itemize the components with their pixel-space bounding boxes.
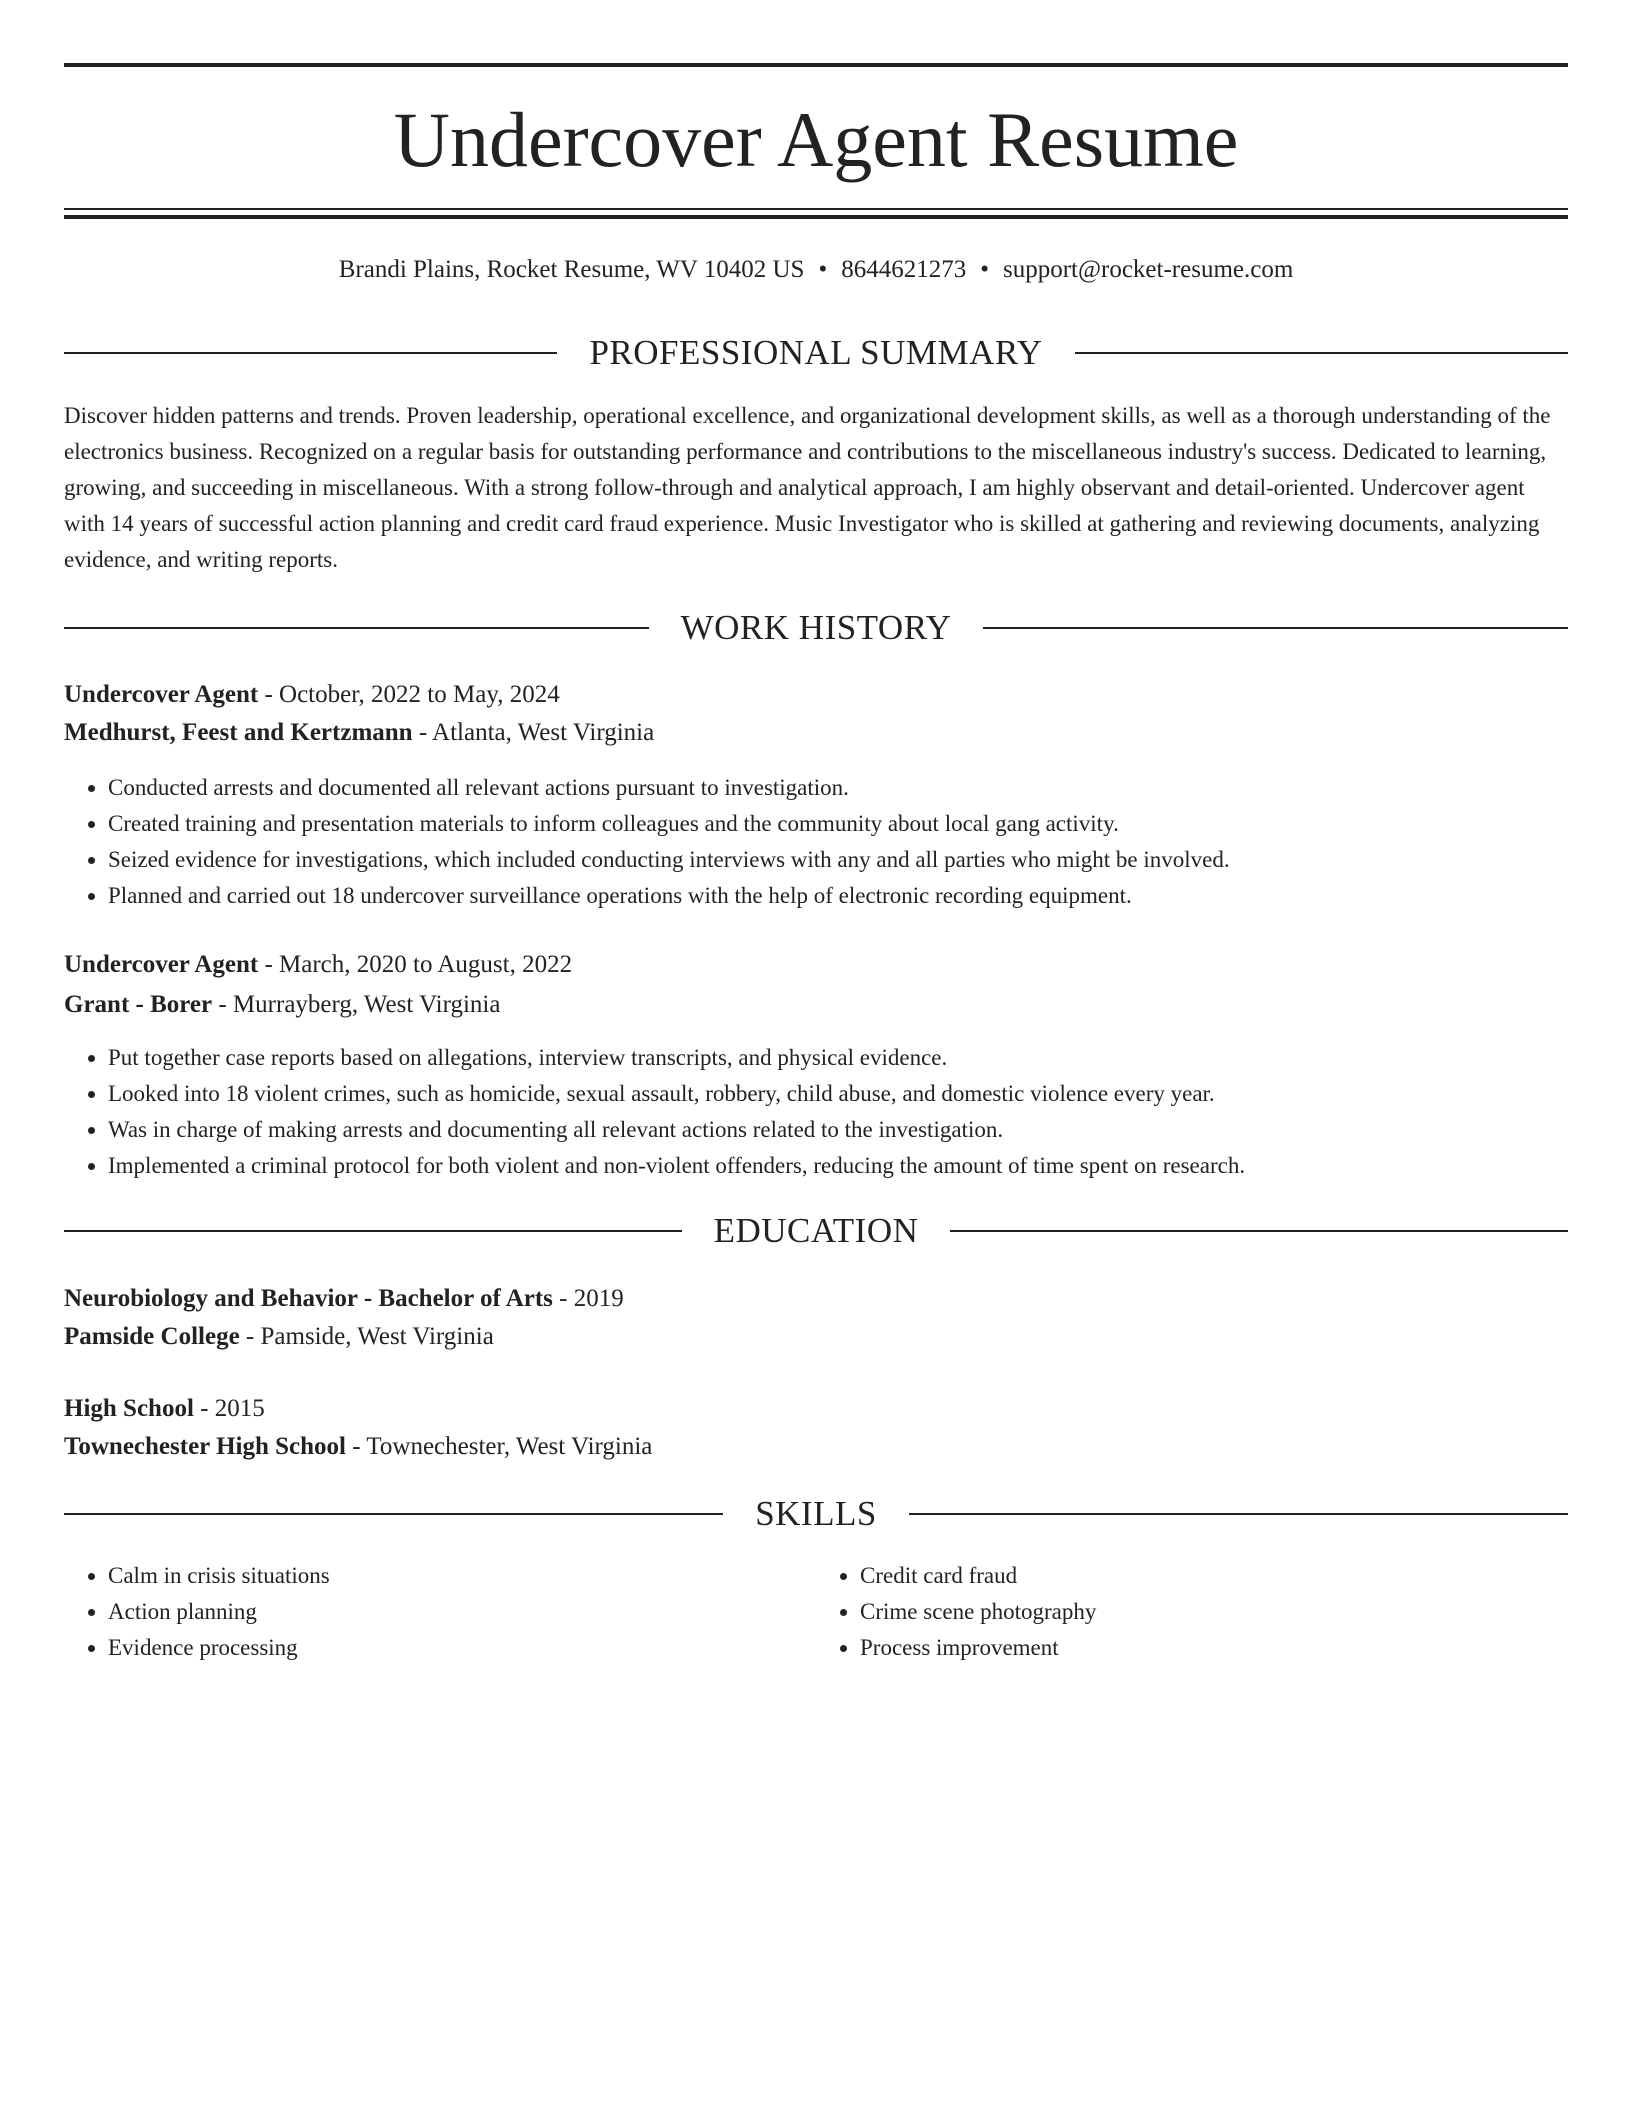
job-dates: - March, 2020 to August, 2022 bbox=[258, 951, 573, 978]
job-company-line bbox=[64, 987, 1568, 1023]
contact-address: Brandi Plains, Rocket Resume, WV 10402 US bbox=[338, 256, 805, 283]
list-item: • Process improvement bbox=[860, 1630, 1568, 1666]
heading-rule bbox=[64, 1513, 723, 1515]
list-item: • Crime scene photography bbox=[860, 1594, 1568, 1630]
heading-rule bbox=[909, 1513, 1568, 1515]
work-history-heading-label: WORK HISTORY bbox=[680, 608, 952, 647]
education-location: - Townechester, West Virginia bbox=[345, 1433, 653, 1460]
top-rule bbox=[64, 63, 1568, 67]
skills-list-left bbox=[64, 1558, 816, 1666]
job-title-line bbox=[64, 677, 1568, 713]
education-school: Townechester High School bbox=[64, 1433, 346, 1460]
education-degree-line bbox=[64, 1391, 1568, 1427]
job-title: Undercover Agent bbox=[64, 681, 259, 708]
contact-separator: • bbox=[818, 256, 828, 283]
contact-line bbox=[64, 252, 1568, 288]
education-heading bbox=[64, 1209, 1568, 1253]
list-item: • Put together case reports based on allegations, interview transcripts, and physical evidence. bbox=[108, 1040, 1568, 1076]
job-title-line bbox=[64, 947, 1568, 983]
heading-rule bbox=[64, 627, 649, 629]
list-item: • Conducted arrests and documented all relevant actions pursuant to investigation. bbox=[108, 770, 1568, 806]
heading-rule bbox=[1075, 352, 1568, 354]
list-item: • Planned and carried out 18 undercover surveillance operations with the help of electronic recording equipment. bbox=[108, 878, 1568, 914]
education-degree-line bbox=[64, 1281, 1568, 1317]
heading-rule bbox=[64, 1230, 682, 1232]
list-item: • Created training and presentation materials to inform colleagues and the community about local gang activity. bbox=[108, 806, 1568, 842]
job-company: Medhurst, Feest and Kertzmann bbox=[64, 719, 413, 746]
contact-phone: 8644621273 bbox=[841, 256, 967, 283]
summary-heading-label: PROFESSIONAL SUMMARY bbox=[589, 333, 1043, 372]
education-degree: Neurobiology and Behavior - Bachelor of Arts bbox=[64, 1285, 553, 1312]
job-location: - Murrayberg, West Virginia bbox=[212, 991, 501, 1018]
heading-rule bbox=[64, 352, 557, 354]
job-dates: - October, 2022 to May, 2024 bbox=[258, 681, 560, 708]
contact-separator: • bbox=[980, 256, 989, 283]
job-bullets bbox=[64, 770, 1568, 914]
resume-title: Undercover Agent Resume bbox=[393, 96, 1239, 183]
list-item: • Action planning bbox=[108, 1594, 816, 1630]
education-year: - 2019 bbox=[552, 1285, 624, 1312]
skills-heading bbox=[64, 1492, 1568, 1536]
job-company-line bbox=[64, 715, 1568, 751]
list-item: • Seized evidence for investigations, which included conducting interviews with any and all parties who might be involved. bbox=[108, 842, 1568, 878]
education-year: - 2015 bbox=[193, 1395, 265, 1422]
summary-heading bbox=[64, 331, 1568, 375]
list-item: • Credit card fraud bbox=[860, 1558, 1568, 1594]
list-item: • Implemented a criminal protocol for both violent and non-violent offenders, reducing the amount of time spent on research. bbox=[108, 1148, 1568, 1184]
skills-heading-label: SKILLS bbox=[755, 1494, 877, 1533]
education-location: - Pamside, West Virginia bbox=[239, 1323, 494, 1350]
title-rule-thick bbox=[64, 215, 1568, 219]
education-heading-label: EDUCATION bbox=[713, 1211, 919, 1250]
list-item: • Looked into 18 violent crimes, such as homicide, sexual assault, robbery, child abuse, and domestic violence every year. bbox=[108, 1076, 1568, 1112]
heading-rule bbox=[983, 627, 1568, 629]
job-bullets bbox=[64, 1040, 1568, 1184]
job-title: Undercover Agent bbox=[64, 951, 259, 978]
list-item: • Was in charge of making arrests and documenting all relevant actions related to the investigation. bbox=[108, 1112, 1568, 1148]
contact-email: support@rocket-resume.com bbox=[1002, 256, 1294, 283]
education-school-line bbox=[64, 1319, 1568, 1355]
skills-list-right bbox=[816, 1558, 1568, 1666]
education-degree: High School bbox=[64, 1395, 194, 1422]
heading-rule bbox=[950, 1230, 1568, 1232]
education-school: Pamside College bbox=[64, 1323, 240, 1350]
job-location: - Atlanta, West Virginia bbox=[412, 719, 655, 746]
list-item: • Evidence processing bbox=[108, 1630, 816, 1666]
work-history-heading bbox=[64, 606, 1568, 650]
job-company: Grant - Borer bbox=[64, 991, 213, 1018]
list-item: • Calm in crisis situations bbox=[108, 1558, 816, 1594]
education-school-line bbox=[64, 1429, 1568, 1465]
title-rule-thin bbox=[64, 208, 1568, 210]
skills-columns bbox=[64, 1558, 1568, 1666]
summary-text: Discover hidden patterns and trends. Proven leadership, operational excellence, and organizational development skills, as well as a thorough understanding of the electronics business. Recognized on a regular basis for outstanding performance and contributions to the miscellaneous industry's success. Dedicated to learning, growing, and succeeding in miscellaneous. With a strong follow-through and analytical approach, I am highly observant and detail-oriented. Undercover agent with 14 years of successful action planning and credit card fraud experience. Music Investigator who is skilled at gathering and reviewing documents, analyzing evidence, and writing reports. bbox=[64, 403, 1551, 572]
